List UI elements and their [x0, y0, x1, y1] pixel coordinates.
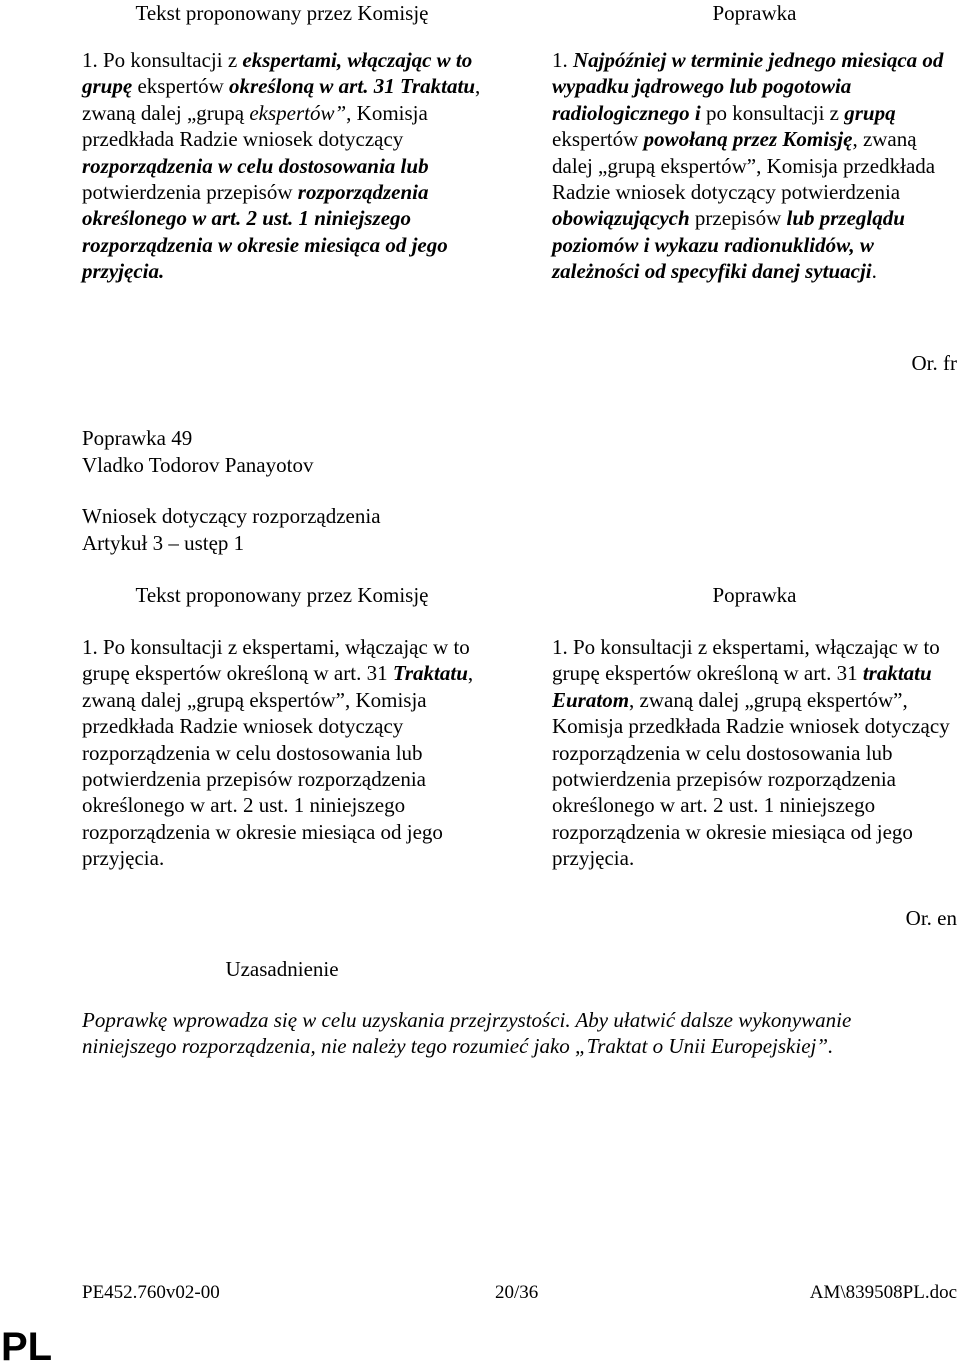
table1-right-header: Poprawka	[712, 1, 797, 25]
original-language-en: Or. en	[905, 906, 957, 930]
text-run: 1. Po konsultacji z ekspertami, włączając w to grupę ekspertów określoną w art. 31	[552, 635, 940, 686]
text-run: ekspertami, włączając w to grupę	[82, 48, 473, 99]
text-run: powołaną przez Komisję	[643, 127, 853, 152]
proposal-title: Wniosek dotyczący rozporządzenia	[82, 504, 381, 528]
text-run: 1.	[552, 48, 573, 72]
text-run: , zwaną dalej „grupą ekspertów”, Komisja przedkłada Radzie wniosek dotyczący rozporządzenia w celu dostosowania lub potwierdzenia przepisów rozporządzenia określonego w art. 2 ust. 1 niniejszego rozporządzenia w okresie miesiąca od jego przyjęcia.	[552, 687, 950, 871]
footer-language-code: PL	[1, 1325, 53, 1369]
footer-page-number: 20/36	[495, 1282, 539, 1303]
text-run: Najpóźniej w terminie jednego miesiąca od wypadku jądrowego lub pogotowia radiologicznego i	[552, 48, 944, 125]
text-run: , Komisja przedkłada Radzie wniosek dotyczący	[82, 100, 428, 152]
text-run: , zwaną dalej „grupą	[82, 74, 481, 125]
table1-left-header: Tekst proponowany przez Komisję	[135, 1, 429, 25]
article-reference: Artykuł 3 – ustęp 1	[82, 531, 245, 555]
table2-left-header: Tekst proponowany przez Komisję	[135, 583, 429, 607]
justification-title: Uzasadnienie	[225, 957, 339, 981]
footer-file-name: AM\839508PL.doc	[809, 1282, 957, 1303]
amendment-author: Vladko Todorov Panayotov	[82, 453, 314, 477]
text-run: Traktatu	[392, 661, 468, 686]
text-run: po konsultacji z	[700, 100, 845, 125]
text-run: 1. Po konsultacji z ekspertami, włączając w to grupę ekspertów określoną w art. 31	[82, 635, 470, 686]
footer-doc-reference: PE452.760v02-00	[82, 1282, 220, 1303]
table2-right-header: Poprawka	[712, 583, 797, 607]
text-run: potwierdzenia przepisów	[82, 180, 298, 205]
text-run: przepisów	[689, 206, 787, 231]
text-run: ekspertów	[132, 74, 229, 99]
text-run: grupą	[844, 100, 896, 125]
text-run: rozporządzenia w celu dostosowania lub	[82, 153, 429, 178]
table2-left-text	[82, 634, 482, 872]
text-run: ekspertów	[552, 127, 644, 152]
text-run: traktatu Euratom	[552, 661, 932, 712]
text-run: rozporządzenia określonego w art. 2 ust. 1 niniejszego rozporządzenia w okresie miesiąca od jego przyjęcia.	[82, 180, 448, 284]
text-run: lub przeglądu poziomów i wykazu radionuklidów, w zależności od specyfiki danej sytuacji	[552, 206, 905, 284]
text-run: 1. Po konsultacji z	[82, 48, 243, 72]
justification-text: Poprawkę wprowadza się w celu uzyskania przejrzystości. Aby ułatwić dalsze wykonywanie niniejszego rozporządzenia, nie należy tego rozumieć jako „Traktat o Unii Europejskiej”.	[82, 1008, 852, 1059]
text-run: , zwaną dalej „grupą ekspertów”, Komisja przedkłada Radzie wniosek dotyczący rozporządzenia w celu dostosowania lub potwierdzenia przepisów rozporządzenia określonego w art. 2 ust. 1 niniejszego rozporządzenia w okresie miesiąca od jego przyjęcia.	[82, 661, 474, 871]
table2-right-text	[552, 634, 957, 872]
amendment-number: Poprawka 49	[82, 426, 193, 450]
original-language-fr: Or. fr	[911, 351, 957, 375]
text-run: , zwaną dalej „grupą ekspertów”, Komisja przedkłada Radzie wniosek dotyczący potwierdzenia	[552, 127, 936, 205]
table1-right-text	[552, 47, 957, 285]
text-run: .	[871, 259, 877, 284]
text-run: obowiązujących	[552, 206, 690, 231]
text-run: określoną w art. 31 Traktatu	[229, 74, 476, 99]
text-run: ekspertów”	[249, 100, 347, 125]
table1-left-text	[82, 47, 482, 285]
